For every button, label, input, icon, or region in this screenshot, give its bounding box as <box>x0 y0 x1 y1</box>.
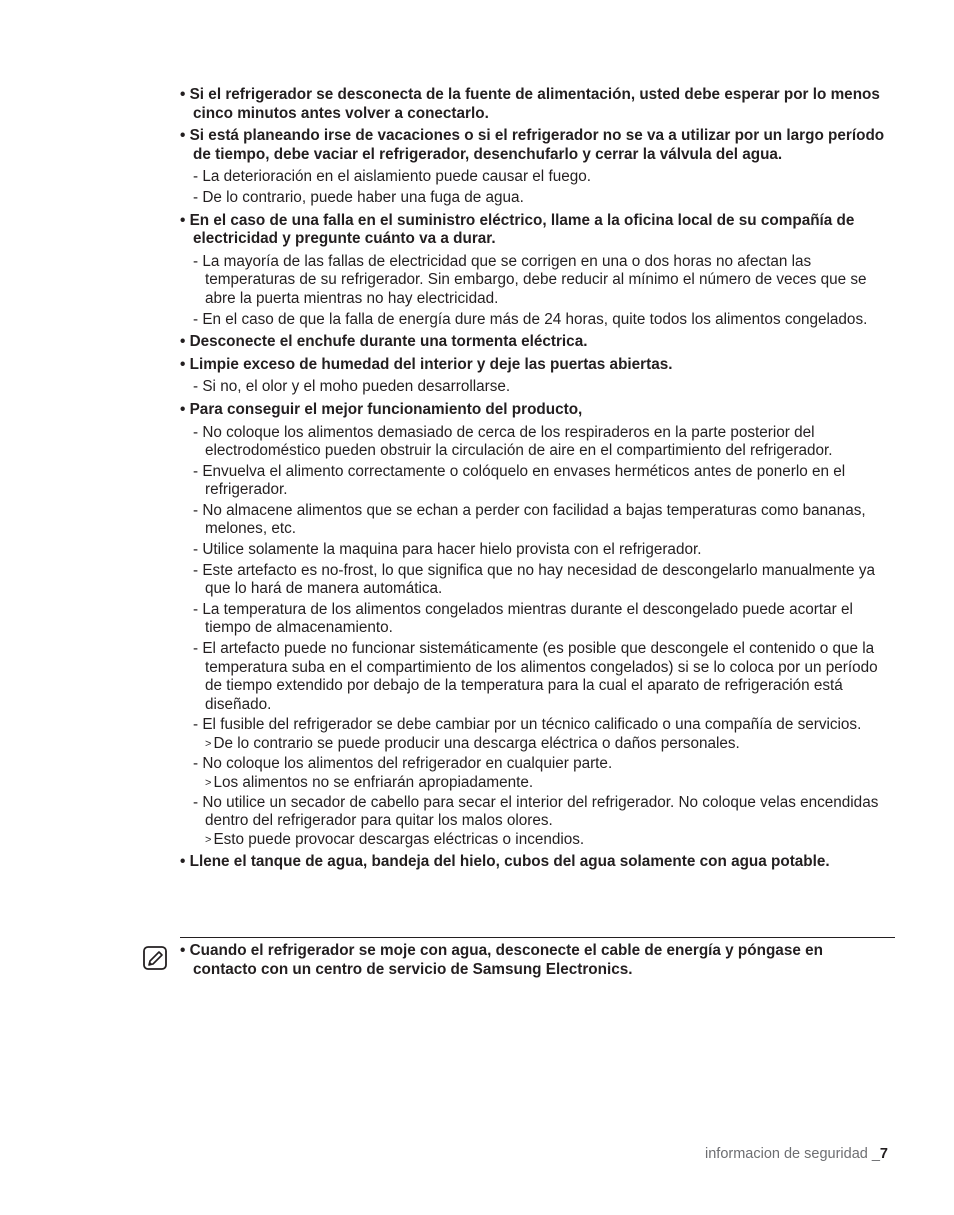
bullet-item: • En el caso de una falla en el suministro eléctrico, llame a la oficina local de su compañía de electricidad y pregunte cuánto va a durar. <box>180 211 855 248</box>
sub-item: - Este artefacto es no-frost, lo que significa que no hay necesidad de descongelarlo manualmente ya que lo hará de manera automática. <box>193 561 875 598</box>
arrow-glyph: > <box>205 738 212 750</box>
sub-item: - Utilice solamente la maquina para hacer hielo provista con el refrigerador. <box>193 541 702 559</box>
sub-item: - La deterioración en el aislamiento puede causar el fuego. <box>193 168 591 186</box>
note-separator <box>180 937 895 938</box>
bullet-item: • Si está planeando irse de vacaciones o si el refrigerador no se va a utilizar por un largo período de tiempo, debe vaciar el refrigerador, desenchufarlo y cerrar la válvula del agua. <box>180 127 885 163</box>
sub-item: - No almacene alimentos que se echan a perder con facilidad a bajas temperaturas como bananas, melones, etc. <box>193 501 866 538</box>
sub-item: - No coloque los alimentos del refrigerador en cualquier parte. <box>193 755 613 772</box>
bullet-item: • Limpie exceso de humedad del interior y deje las puertas abiertas. <box>180 355 673 373</box>
sub-sub-text: Los alimentos no se enfriarán apropiadamente. <box>213 773 534 791</box>
sub-item: - No utilice un secador de cabello para secar el interior del refrigerador. No coloque velas encendidas dentro del refrigerador para quitar los malos olores. <box>193 793 879 830</box>
sub-item: - En el caso de que la falla de energía dure más de 24 horas, quite todos los alimentos congelados. <box>193 310 868 328</box>
sub-sub-text: De lo contrario se puede producir una descarga eléctrica o daños personales. <box>213 735 740 752</box>
page-number: 7 <box>879 1146 888 1162</box>
note-text: • Cuando el refrigerador se moje con agua, desconecte el cable de energía y póngase en contacto con un centro de servicio de Samsung Electronics. <box>180 942 823 978</box>
bullet-item: • Llene el tanque de agua, bandeja del hielo, cubos del agua solamente con agua potable. <box>180 852 830 870</box>
sub-item: - Si no, el olor y el moho pueden desarrollarse. <box>193 378 511 396</box>
sub-item: - Envuelva el alimento correctamente o colóquelo en envases herméticos antes de ponerlo en el refrigerador. <box>193 462 846 499</box>
sub-sub-item <box>205 831 890 849</box>
arrow-glyph: > <box>205 776 212 789</box>
bullet-item: • Desconecte el enchufe durante una tormenta eléctrica. <box>180 333 588 351</box>
sub-sub-text: Esto puede provocar descargas eléctricas o incendios. <box>213 830 585 848</box>
sub-item: - El artefacto puede no funcionar sistemáticamente (es posible que descongele el contenido o que la temperatura suba en el compartimiento de los alimentos congelados) si se lo coloca por un período de tiempo extendido por debajo de la temperatura para la cual el aparato de refrigeración está diseñado. <box>193 640 878 713</box>
page-footer <box>705 1146 888 1162</box>
safety-content <box>180 86 890 875</box>
bullet-item: • Para conseguir el mejor funcionamiento del producto, <box>180 400 583 418</box>
sub-item: - El fusible del refrigerador se debe cambiar por un técnico calificado o una compañía de servicios. <box>193 716 862 734</box>
note-pencil-icon <box>143 946 167 970</box>
sub-item: - La mayoría de las fallas de electricidad que se corrigen en una o dos horas no afectan las temperaturas de su refrigerador. Sin embargo, debe reducir al mínimo el número de veces que se abre la puerta mientras no hay electricidad. <box>193 252 867 307</box>
footer-label: informacion de seguridad _ <box>705 1146 880 1162</box>
sub-sub-item <box>205 735 890 753</box>
sub-item: - La temperatura de los alimentos congelados mientras durante el descongelado puede acortar el tiempo de almacenamiento. <box>193 600 853 637</box>
bullet-item: • Si el refrigerador se desconecta de la fuente de alimentación, usted debe esperar por lo menos cinco minutos antes volver a conectarlo. <box>180 86 880 122</box>
arrow-glyph: > <box>205 833 212 846</box>
sub-item: - De lo contrario, puede haber una fuga de agua. <box>193 188 524 206</box>
note-box <box>180 942 890 983</box>
sub-item: - No coloque los alimentos demasiado de cerca de los respiraderos en la parte posterior del electrodoméstico pueden obstruir la circulación de aire en el compartimiento del refrigerador. <box>193 423 833 460</box>
sub-sub-item <box>205 774 890 792</box>
